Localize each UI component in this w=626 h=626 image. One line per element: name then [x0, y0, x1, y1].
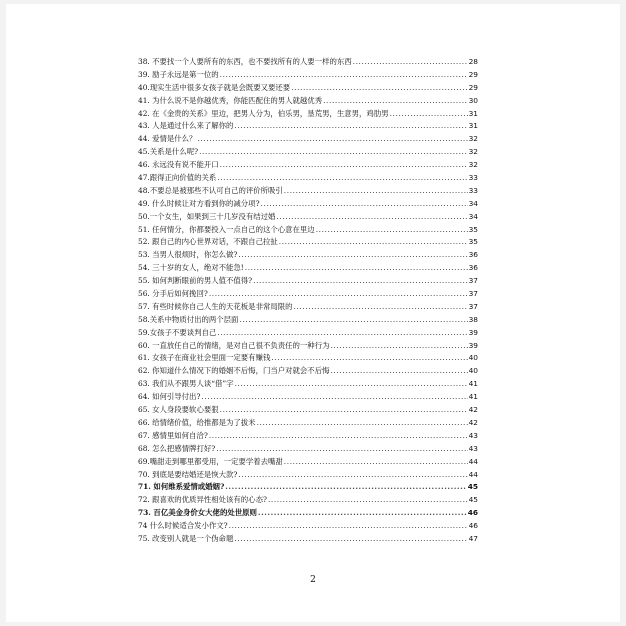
toc-entry-page: 32 — [468, 147, 478, 157]
toc-entry[interactable] — [138, 159, 478, 172]
toc-entry-page: 37 — [468, 289, 478, 299]
toc-entry-page: 47 — [468, 533, 478, 543]
toc-entry-title: 42. 在《金贵的关系》里边，把男人分为，伯乐男，垦荒男，生意男，鸡肋男 — [138, 108, 389, 118]
toc-entry[interactable] — [138, 236, 478, 249]
toc-entry-page: 34 — [468, 198, 478, 208]
toc-entry[interactable] — [138, 249, 478, 262]
toc-entry[interactable] — [138, 404, 478, 417]
toc-entry-page: 39 — [468, 327, 478, 337]
toc-entry[interactable] — [138, 108, 478, 121]
toc-entry[interactable] — [138, 198, 478, 211]
toc-entry-title: 73. 百亿美金身价女大佬的处世原则 — [138, 508, 257, 518]
dot-leader — [220, 159, 468, 172]
toc-entry-page: 46 — [467, 508, 478, 518]
toc-entry[interactable] — [138, 494, 478, 507]
dot-leader — [258, 507, 467, 520]
toc-entry[interactable] — [138, 172, 478, 185]
dot-leader — [225, 481, 466, 494]
dot-leader — [353, 56, 468, 69]
toc-entry-title: 66. 给情绪价值，给推都是为了拔米 — [138, 417, 256, 427]
toc-entry-title: 54. 三十岁的女人，绝对不能急! — [138, 263, 244, 273]
toc-entry[interactable] — [138, 352, 478, 365]
toc-entry[interactable] — [138, 56, 478, 69]
dot-leader — [390, 108, 468, 121]
toc-entry-title: 64. 如何引导付出? — [138, 392, 201, 402]
toc-entry[interactable] — [138, 327, 478, 340]
toc-entry-page: 37 — [468, 301, 478, 311]
dot-leader — [209, 430, 468, 443]
toc-entry[interactable] — [138, 95, 478, 108]
toc-entry[interactable] — [138, 133, 478, 146]
toc-entry-title: 68. 怎么把感情牌打好? — [138, 443, 216, 453]
toc-entry-page: 35 — [468, 237, 478, 247]
toc-entry-title: 62. 你知道什么情况下的婚姻不后悔，门当户对就会不后悔 — [138, 366, 330, 376]
toc-entry-title: 69.嘴甜走到哪里都受用，一定要学着去嘴甜 — [138, 456, 283, 466]
toc-entry-title: 70. 到底是要结婚还是恢大款? — [138, 469, 238, 479]
dot-leader — [229, 520, 468, 533]
toc-entry-page: 32 — [468, 134, 478, 144]
toc-entry[interactable] — [138, 391, 478, 404]
toc-entry-title: 40.现实生活中很多女孩子就是会既要又要还要 — [138, 82, 291, 92]
toc-entry-title: 71. 如何维系爱情或婚姻? — [138, 482, 225, 492]
toc-entry-page: 39 — [468, 340, 478, 350]
dot-leader — [201, 391, 467, 404]
toc-entry-page: 29 — [468, 82, 478, 92]
toc-entry-title: 53. 当男人很烦时，你怎么做? — [138, 250, 238, 260]
dot-leader — [209, 288, 468, 301]
toc-entry[interactable] — [138, 82, 478, 95]
toc-entry-page: 46 — [468, 521, 478, 531]
toc-entry-page: 45 — [468, 495, 478, 505]
toc-entry-page: 34 — [468, 211, 478, 221]
toc-entry-page: 29 — [468, 69, 478, 79]
dot-leader — [279, 236, 468, 249]
dot-leader — [238, 469, 467, 482]
toc-entry-title: 47.跟得正向价值的关系 — [138, 173, 217, 183]
dot-leader — [294, 301, 468, 314]
toc-entry[interactable] — [138, 314, 478, 327]
toc-entry-page: 40 — [468, 353, 478, 363]
toc-entry[interactable] — [138, 443, 478, 456]
toc-entry-title: 49. 什么时候让对方看到你的减分项? — [138, 198, 260, 208]
dot-leader — [284, 456, 468, 469]
dot-leader — [199, 146, 468, 159]
dot-leader — [234, 533, 467, 546]
toc-entry-title: 72. 跟喜欢的优质异性相处该有的心态? — [138, 495, 267, 505]
toc-entry-page: 42 — [468, 405, 478, 415]
dot-leader — [217, 327, 467, 340]
toc-entry[interactable] — [138, 520, 478, 533]
toc-entry-page: 32 — [468, 160, 478, 170]
toc-entry-page: 31 — [468, 121, 478, 131]
dot-leader — [239, 314, 467, 327]
dot-leader — [276, 211, 467, 224]
toc-entry[interactable] — [138, 262, 478, 275]
dot-leader — [330, 340, 467, 353]
toc-entry-title: 63. 我们从不跟男人谈“借”字 — [138, 379, 234, 389]
toc-entry-title: 51. 任何情分，你都要投入一点自己的这个心意在里边 — [138, 224, 315, 234]
dot-leader — [291, 82, 467, 95]
toc-entry[interactable] — [138, 417, 478, 430]
toc-entry[interactable] — [138, 275, 478, 288]
dot-leader — [253, 275, 467, 288]
toc-entry[interactable] — [138, 507, 478, 520]
toc-entry[interactable] — [138, 430, 478, 443]
toc-entry-page: 36 — [468, 250, 478, 260]
toc-entry-title: 61. 女孩子在商业社会里面一定要有赚钱 — [138, 353, 271, 363]
toc-entry-page: 33 — [468, 185, 478, 195]
toc-entry-page: 43 — [468, 443, 478, 453]
page-number: 2 — [310, 575, 316, 585]
toc-entry[interactable] — [138, 365, 478, 378]
dot-leader — [220, 69, 468, 82]
dot-leader — [261, 198, 468, 211]
toc-entry-page: 45 — [467, 482, 478, 492]
toc-entry-title: 55. 如何判断眼前的男人值不值得? — [138, 276, 253, 286]
toc-entry[interactable] — [138, 481, 478, 494]
toc-entry-page: 33 — [468, 173, 478, 183]
toc-entry[interactable] — [138, 288, 478, 301]
toc-entry-title: 41. 为什么说不是你越优秀，你能匹配住的男人就越优秀 — [138, 95, 323, 105]
toc-entry-page: 35 — [468, 224, 478, 234]
toc-entry-page: 42 — [468, 417, 478, 427]
toc-entry-page: 40 — [468, 366, 478, 376]
toc-entry-title: 48.不要总是被那些不认可自己的评价所吸引 — [138, 185, 283, 195]
toc-entry-page: 44 — [468, 456, 478, 466]
toc-entry-page: 31 — [468, 108, 478, 118]
dot-leader — [220, 404, 468, 417]
toc-entry-title: 38. 不要找一个人要所有的东西，也不要找所有的人要一样的东西 — [138, 57, 352, 66]
toc-entry[interactable] — [138, 211, 478, 224]
toc-entry-page: 28 — [468, 57, 478, 66]
toc-entry-title: 46. 永远没有说不能开口 — [138, 160, 219, 170]
dot-leader — [323, 95, 468, 108]
dot-leader — [284, 185, 468, 198]
toc-entry[interactable] — [138, 301, 478, 314]
toc-entry-page: 36 — [468, 263, 478, 273]
toc-entry-title: 43. 人是通过什么来了解你的 — [138, 121, 234, 131]
toc-entry[interactable] — [138, 469, 478, 482]
toc-entry-title: 65. 女人身段要软心要狠 — [138, 405, 219, 415]
toc-entry[interactable] — [138, 69, 478, 82]
toc-entry-page: 30 — [468, 95, 478, 105]
toc-entry-page: 38 — [468, 314, 478, 324]
dot-leader — [234, 120, 467, 133]
toc-entry-title: 44. 爱情是什么？ — [138, 134, 197, 144]
toc-entry[interactable] — [138, 146, 478, 159]
toc-entry-title: 75. 改变别人就是一个伪命题 — [138, 533, 234, 543]
dot-leader — [271, 352, 467, 365]
toc-entry-title: 60. 一直放任自己的情绪，是对自己很不负责任的一种行为 — [138, 340, 330, 350]
toc-entry[interactable] — [138, 533, 478, 546]
toc-entry-page: 41 — [468, 379, 478, 389]
toc-entry-page: 37 — [468, 276, 478, 286]
toc-entry-title: 52. 跟自己的内心世界对话，不跟自己拉扯 — [138, 237, 278, 247]
table-of-contents — [138, 56, 478, 546]
dot-leader — [238, 249, 467, 262]
toc-entry-title: 57. 有些时候你自己人生的天花板是非常局限的 — [138, 301, 293, 311]
toc-entry[interactable] — [138, 224, 478, 237]
toc-entry[interactable] — [138, 340, 478, 353]
toc-entry-page: 43 — [468, 430, 478, 440]
toc-entry-title: 67. 感情里如何自洽? — [138, 430, 208, 440]
dot-leader — [245, 262, 468, 275]
dot-leader — [268, 494, 468, 507]
toc-entry-title: 74 什么时候适合发小作文? — [138, 521, 228, 531]
toc-entry[interactable] — [138, 185, 478, 198]
dot-leader — [217, 172, 467, 185]
dot-leader — [316, 224, 468, 237]
toc-entry[interactable] — [138, 120, 478, 133]
dot-leader — [235, 378, 468, 391]
toc-entry[interactable] — [138, 456, 478, 469]
toc-entry-page: 41 — [468, 392, 478, 402]
dot-leader — [257, 417, 468, 430]
toc-entry-title: 50.一个女生，如果到三十几岁没有结过婚 — [138, 211, 276, 221]
toc-entry-title: 58.关系中物质付出的两个层面 — [138, 314, 239, 324]
toc-entry-title: 45.关系是什么呢? — [138, 147, 199, 157]
dot-leader — [197, 133, 467, 146]
toc-entry-title: 59.女孩子不要谈判自己 — [138, 327, 217, 337]
toc-entry-page: 44 — [468, 469, 478, 479]
dot-leader — [330, 365, 467, 378]
toc-entry[interactable] — [138, 378, 478, 391]
dot-leader — [216, 443, 467, 456]
toc-entry-title: 39. 励子永远是第一位的 — [138, 69, 219, 79]
toc-entry-title: 56. 分手后如何挽回? — [138, 289, 208, 299]
